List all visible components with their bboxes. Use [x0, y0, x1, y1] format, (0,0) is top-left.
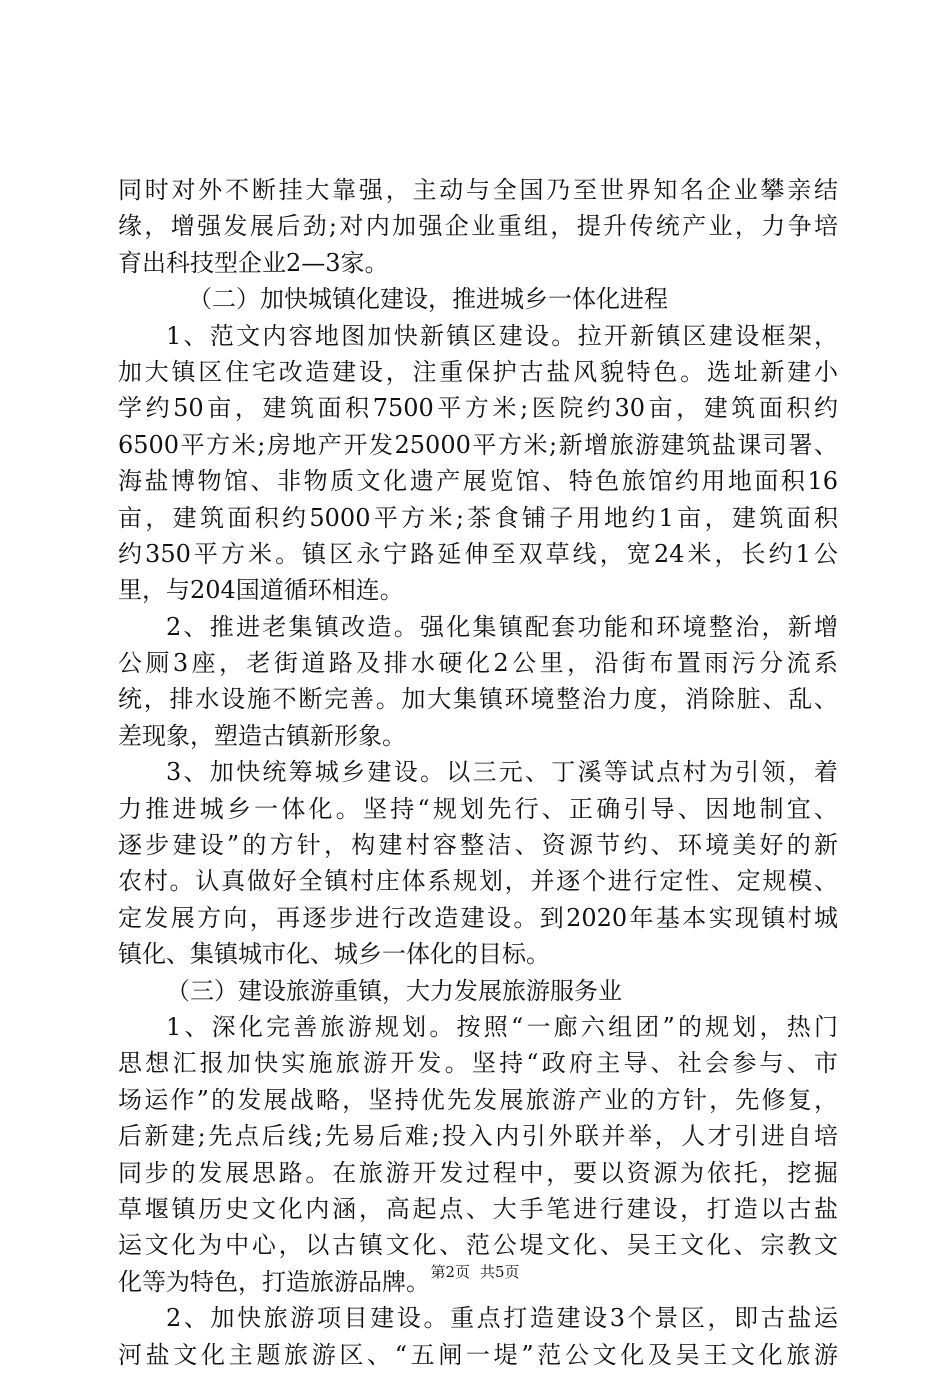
text-line: 力推进城乡一体化。坚持“规划先行、正确引导、因地制宜、	[118, 794, 838, 823]
text-line: 学约50亩，建筑面积7500平方米;医院约30亩，建筑面积约	[118, 394, 838, 423]
text-line: 场运作”的发展战略，坚持优先发展旅游产业的方针，先修复，	[118, 1085, 838, 1114]
text-line: 2、加快旅游项目建设。重点打造建设3个景区，即古盐运	[166, 1304, 838, 1333]
page-number: 第2页	[430, 1263, 470, 1281]
text-line: 定发展方向，再逐步进行改造建设。到2020年基本实现镇村城	[118, 903, 838, 932]
text-line: 河盐文化主题旅游区、“五闸一堤”范公文化及吴王文化旅游	[118, 1340, 838, 1369]
text-line: 海盐博物馆、非物质文化遗产展览馆、特色旅馆约用地面积16	[118, 467, 838, 496]
text-line: （二）加快城镇化建设，推进城乡一体化进程	[188, 285, 668, 314]
text-line: 运文化为中心，以古镇文化、范公堤文化、吴王文化、宗教文	[118, 1231, 838, 1260]
page-footer	[0, 1262, 950, 1282]
text-line: 2、推进老集镇改造。强化集镇配套功能和环境整治，新增	[166, 612, 838, 641]
text-line: 农村。认真做好全镇村庄体系规划，并逐个进行定性、定规模、	[118, 867, 838, 896]
text-line: 化等为特色，打造旅游品牌。	[118, 1267, 430, 1296]
text-line: 缘，增强发展后劲;对内加强企业重组，提升传统产业，力争培	[118, 212, 838, 241]
text-line: 思想汇报加快实施旅游开发。坚持“政府主导、社会参与、市	[118, 1049, 838, 1078]
page-total: 共5页	[480, 1263, 520, 1281]
document-body	[118, 172, 838, 1373]
text-line: 1、范文内容地图加快新镇区建设。拉开新镇区建设框架，	[166, 321, 838, 350]
text-line: 3、加快统筹城乡建设。以三元、丁溪等试点村为引领，着	[166, 758, 838, 787]
text-line: 育出科技型企业2—3家。	[118, 248, 389, 277]
text-line: 逐步建设”的方针，构建村容整洁、资源节约、环境美好的新	[118, 831, 838, 860]
text-line: 加大镇区住宅改造建设，注重保护古盐风貌特色。选址新建小	[118, 357, 838, 386]
text-line: 公厕3座，老街道路及排水硬化2公里，沿街布置雨污分流系	[118, 649, 838, 678]
text-line: 里，与204国道循环相连。	[118, 576, 404, 605]
text-line: 镇化、集镇城市化、城乡一体化的目标。	[118, 940, 550, 969]
text-line: （三）建设旅游重镇，大力发展旅游服务业	[166, 976, 622, 1005]
text-line: 6500平方米;房地产开发25000平方米;新增旅游建筑盐课司署、	[118, 430, 838, 459]
text-line: 后新建;先点后线;先易后难;投入内引外联并举，人才引进自培	[118, 1122, 838, 1151]
text-line: 草堰镇历史文化内涵，高起点、大手笔进行建设，打造以古盐	[118, 1194, 838, 1223]
text-line: 约350平方米。镇区永宁路延伸至双草线，宽24米，长约1公	[118, 539, 838, 568]
text-line: 亩，建筑面积约5000平方米;茶食铺子用地约1亩，建筑面积	[118, 503, 838, 532]
text-line: 同时对外不断挂大靠强，主动与全国乃至世界知名企业攀亲结	[118, 176, 838, 204]
text-line: 同步的发展思路。在旅游开发过程中，要以资源为依托，挖掘	[118, 1158, 838, 1187]
text-line: 统，排水设施不断完善。加大集镇环境整治力度，消除脏、乱、	[118, 685, 838, 714]
text-line: 1、深化完善旅游规划。按照“一廊六组团”的规划，热门	[166, 1012, 838, 1041]
text-line: 差现象，塑造古镇新形象。	[118, 721, 406, 750]
